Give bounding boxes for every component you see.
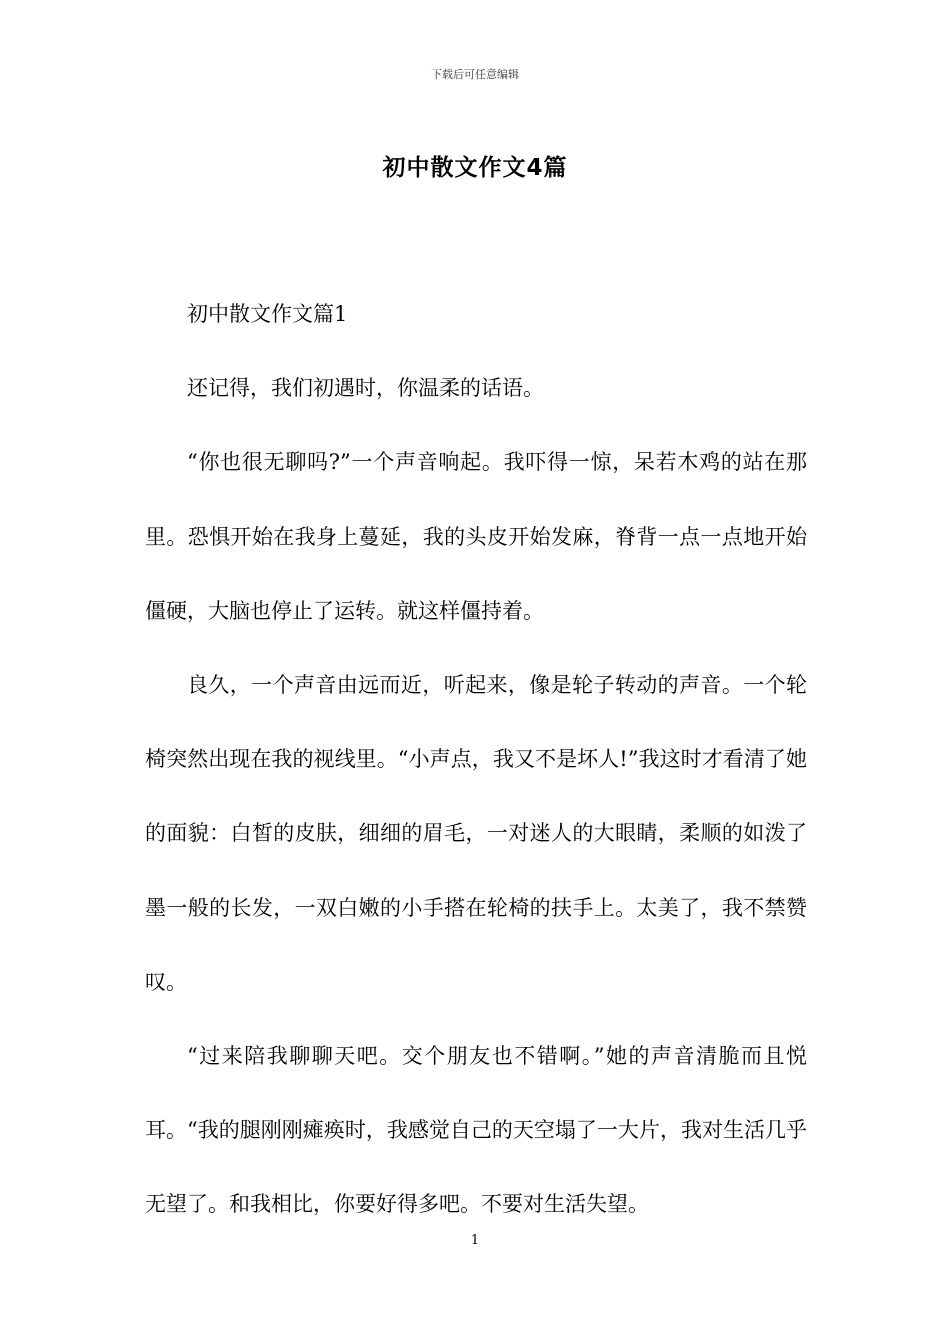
paragraph: “过来陪我聊聊天吧。交个朋友也不错啊。”她的声音清脆而且悦耳。“我的腿刚刚瘫痪时，我感觉自己的天空塌了一大片，我对生活几乎无望了。和我相比，你要好得多吧。不要对生活失望。 bbox=[145, 1044, 807, 1217]
document-title: 初中散文作文4篇 bbox=[382, 155, 568, 181]
section-heading: 初中散文作文篇1 bbox=[187, 302, 348, 326]
document-body bbox=[145, 277, 807, 1242]
page-header: 下载后可任意编辑 bbox=[431, 68, 519, 81]
paragraph: “你也很无聊吗?”一个声音响起。我吓得一惊，呆若木鸡的站在那里。恐惧开始在我身上蔓延，我的头皮开始发麻，脊背一点一点地开始僵硬，大脑也停止了运转。就这样僵持着。 bbox=[145, 450, 807, 623]
paragraph: 良久，一个声音由远而近，听起来，像是轮子转动的声音。一个轮椅突然出现在我的视线里。“小声点，我又不是坏人!”我这时才看清了她的面貌：白皙的皮肤，细细的眉毛，一对迷人的大眼睛，柔顺的如泼了墨一般的长发，一双白嫩的小手搭在轮椅的扶手上。太美了，我不禁赞叹。 bbox=[145, 673, 807, 994]
paragraph: 还记得，我们初遇时，你温柔的话语。 bbox=[187, 376, 544, 401]
page-number: 1 bbox=[470, 1233, 480, 1248]
